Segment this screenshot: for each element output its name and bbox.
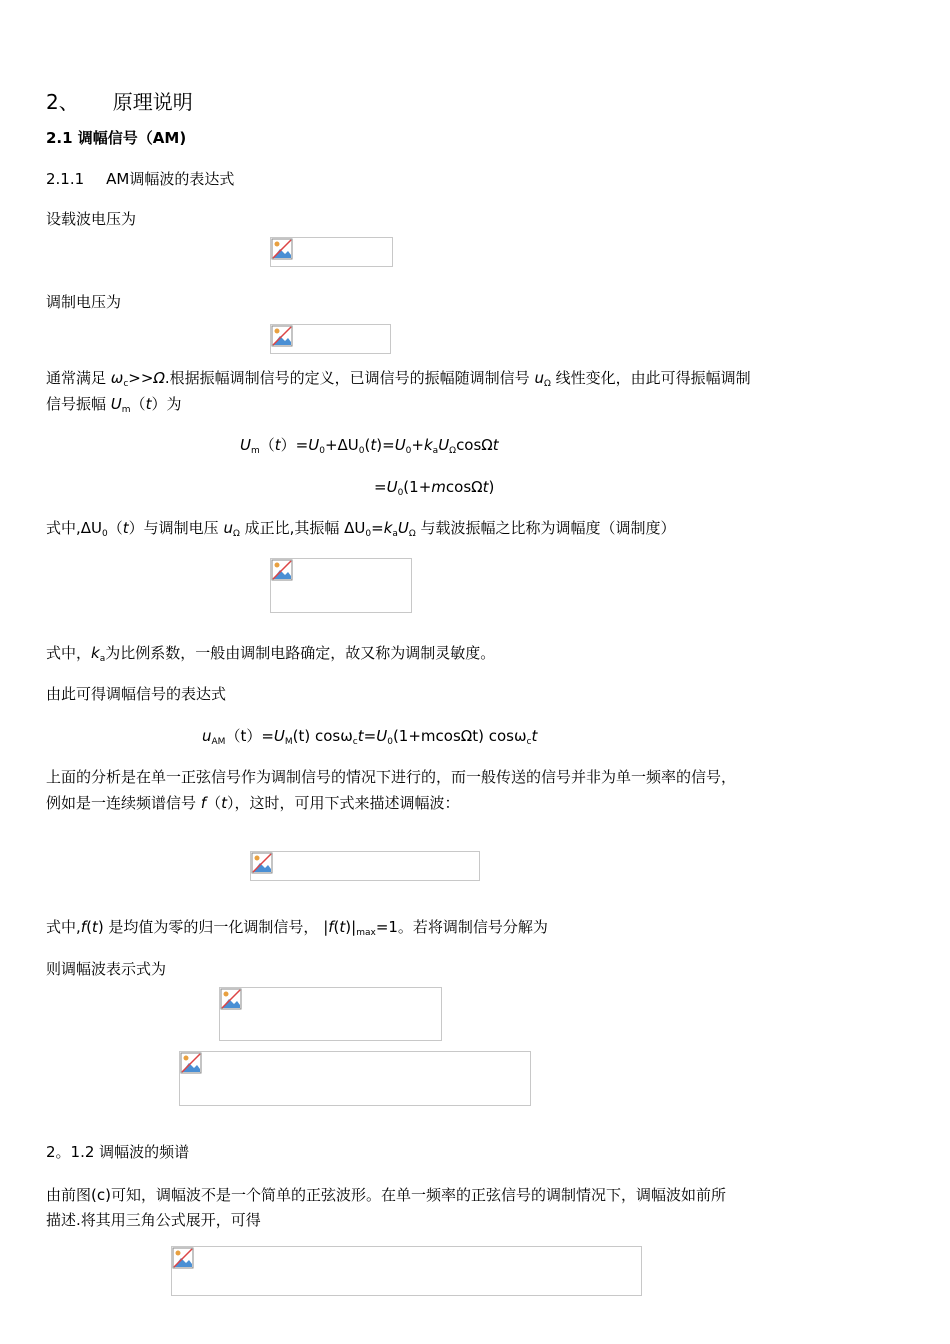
formula-image-continuous: [250, 851, 480, 881]
paragraph-modulating: 调制电压为: [46, 293, 122, 311]
subsection-heading-2-1-2: 2。1.2 调幅波的频谱: [46, 1143, 190, 1161]
formula-image-modulation-index: [270, 558, 412, 613]
paragraph-usually-line1: 通常满足 $\omega_c>>\Omega$.根据振幅调制信号的定义，已调信号的振幅随调制信号 $u_\Omega$ 线性变化，由此可得振幅调制: [46, 369, 751, 389]
paragraph-usually-line2: 信号振幅 $U_m(t)$为: [46, 395, 182, 415]
formula-image-decomposition: [219, 987, 442, 1041]
formula-image-modulating: [270, 324, 391, 354]
broken-image-icon: [251, 852, 273, 874]
formula-am-signal: $u_{AM}(t)=U_M(t)$ $\cos\omega_ct=U_0(1+mcos\Omega t)$ cosω$_c$t: [202, 727, 538, 747]
paragraph-where-2: 式中，$k_a$为比例系数，一般由调制电路确定，故又称为调制灵敏度。: [46, 644, 496, 664]
formula-image-carrier: [270, 237, 393, 267]
paragraph-where-3: 式中,f(t) 是均值为零的归一化调制信号， $|f(t)|_{max}=1$。若将调制信号分解为: [46, 918, 548, 938]
section-heading: [46, 89, 193, 115]
broken-image-icon: [271, 325, 293, 347]
broken-image-icon: [271, 559, 293, 581]
subsection-heading-2-1-1: 2.1.1 AM调幅波的表达式: [46, 170, 235, 188]
section-title: 原理说明: [112, 90, 193, 114]
paragraph-carrier: 设载波电压为: [46, 210, 137, 228]
formula-image-am-expression: [179, 1051, 531, 1106]
paragraph-then: 则调幅波表示式为: [46, 960, 167, 978]
broken-image-icon: [220, 988, 242, 1010]
paragraph-above-line2: 例如是一连续频谱信号 f（t），这时，可用下式来描述调幅波：: [46, 794, 460, 812]
paragraph-thus: 由此可得调幅信号的表达式: [46, 685, 227, 703]
section-number: 2、: [46, 90, 79, 114]
formula-amplitude-2: $=U_0(1+mcos\Omega t)$: [374, 478, 495, 498]
formula-image-expansion: [171, 1246, 642, 1296]
formula-amplitude-1: $U_m(t)=U_0+\Delta U_0(t)=U_0+k_aU_\Omega\cos\Omega t$: [240, 436, 499, 456]
broken-image-icon: [271, 238, 293, 260]
broken-image-icon: [172, 1247, 194, 1269]
paragraph-above-line1: 上面的分析是在单一正弦信号作为调制信号的情况下进行的，而一般传送的信号并非为单一频率的信号，: [46, 768, 737, 786]
paragraph-spectrum-line2: 描述.将其用三角公式展开，可得: [46, 1211, 261, 1229]
broken-image-icon: [180, 1052, 202, 1074]
subsection-heading-2-1: 2.1 调幅信号（AM): [46, 129, 187, 147]
paragraph-where-1: 式中$,\Delta U_0(t)$与调制电压 $u_\Omega$ 成正比,其振幅 $\Delta U_0=k_aU_\Omega$ 与载波振幅之比称为调幅度（调制度）: [46, 519, 676, 539]
paragraph-spectrum-line1: 由前图(c)可知，调幅波不是一个简单的正弦波形。在单一频率的正弦信号的调制情况下，调幅波如前所: [46, 1186, 726, 1204]
